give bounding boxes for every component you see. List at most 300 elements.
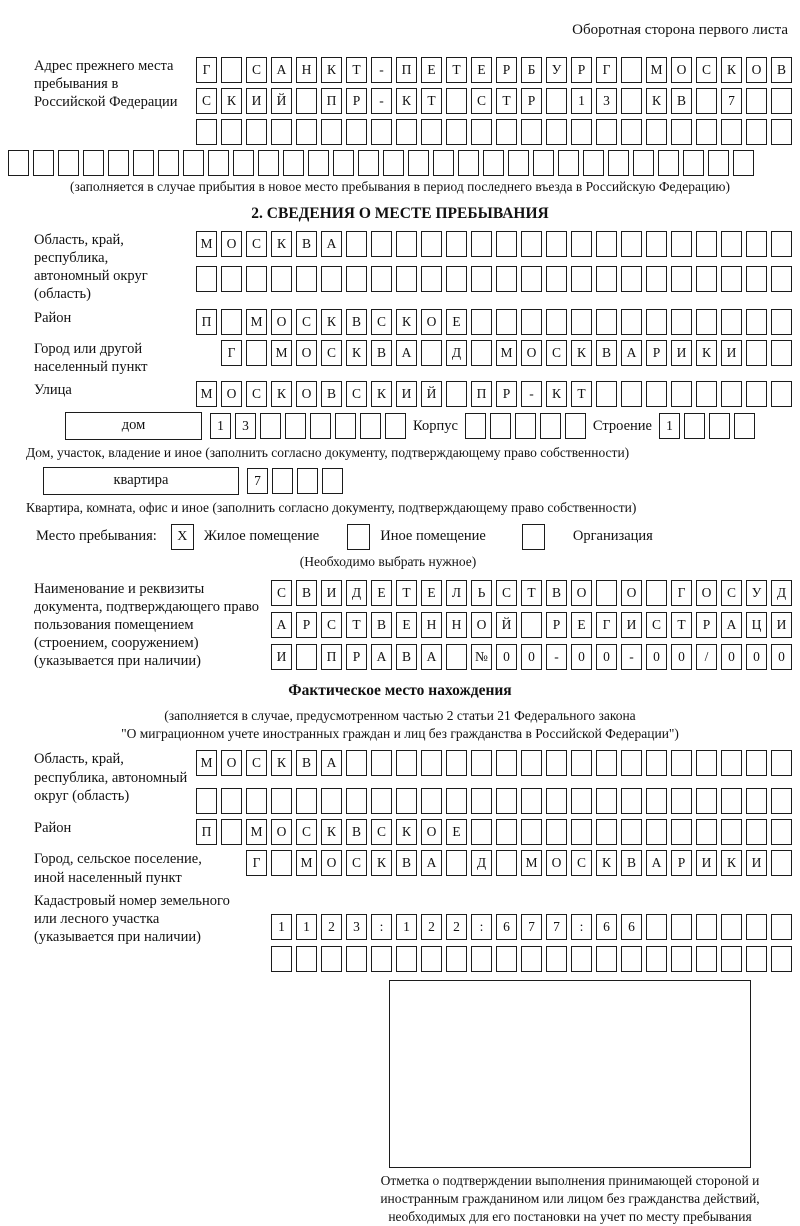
char-box[interactable]: К xyxy=(321,309,342,335)
char-box[interactable] xyxy=(321,788,342,814)
char-box[interactable]: М xyxy=(496,340,517,366)
char-box[interactable]: О xyxy=(296,340,317,366)
char-box[interactable]: В xyxy=(371,340,392,366)
char-box[interactable] xyxy=(646,788,667,814)
char-box[interactable]: А xyxy=(646,850,667,876)
char-box[interactable] xyxy=(496,266,517,292)
char-box[interactable] xyxy=(260,413,281,439)
char-box[interactable]: Т xyxy=(671,612,692,638)
char-box[interactable] xyxy=(721,819,742,845)
char-box[interactable]: О xyxy=(546,850,567,876)
char-box[interactable]: К xyxy=(371,381,392,407)
char-box[interactable]: : xyxy=(371,914,392,940)
char-box[interactable]: С xyxy=(371,309,392,335)
char-box[interactable]: В xyxy=(321,381,342,407)
char-box[interactable] xyxy=(696,819,717,845)
char-box[interactable] xyxy=(571,119,592,145)
char-box[interactable] xyxy=(671,266,692,292)
char-box[interactable] xyxy=(746,914,767,940)
char-box[interactable] xyxy=(571,266,592,292)
char-box[interactable] xyxy=(283,150,304,176)
char-box[interactable]: Г xyxy=(221,340,242,366)
char-box[interactable] xyxy=(646,914,667,940)
char-box[interactable] xyxy=(360,413,381,439)
char-box[interactable] xyxy=(421,266,442,292)
char-box[interactable]: В xyxy=(346,819,367,845)
char-box[interactable] xyxy=(496,819,517,845)
char-box[interactable]: В xyxy=(396,644,417,670)
char-box[interactable] xyxy=(108,150,129,176)
char-box[interactable]: И xyxy=(271,644,292,670)
char-box[interactable] xyxy=(496,309,517,335)
char-box[interactable] xyxy=(596,788,617,814)
char-box[interactable] xyxy=(446,850,467,876)
char-box[interactable]: С xyxy=(196,88,217,114)
char-box[interactable]: П xyxy=(196,309,217,335)
char-box[interactable]: К xyxy=(596,850,617,876)
char-box[interactable] xyxy=(571,231,592,257)
char-box[interactable] xyxy=(646,819,667,845)
char-box[interactable] xyxy=(596,580,617,606)
char-box[interactable]: С xyxy=(296,309,317,335)
char-box[interactable] xyxy=(433,150,454,176)
char-box[interactable]: Е xyxy=(471,57,492,83)
char-box[interactable]: О xyxy=(296,381,317,407)
char-box[interactable] xyxy=(558,150,579,176)
char-box[interactable] xyxy=(746,309,767,335)
char-box[interactable]: О xyxy=(271,819,292,845)
char-box[interactable] xyxy=(721,231,742,257)
char-box[interactable]: С xyxy=(246,750,267,776)
char-box[interactable]: М xyxy=(246,819,267,845)
char-box[interactable] xyxy=(521,819,542,845)
char-box[interactable] xyxy=(771,750,792,776)
char-box[interactable] xyxy=(671,119,692,145)
char-box[interactable]: Р xyxy=(496,57,517,83)
char-box[interactable] xyxy=(285,413,306,439)
char-box[interactable] xyxy=(446,266,467,292)
char-box[interactable] xyxy=(646,309,667,335)
char-box[interactable]: С xyxy=(571,850,592,876)
char-box[interactable]: Т xyxy=(421,88,442,114)
char-box[interactable]: С xyxy=(371,819,392,845)
char-box[interactable] xyxy=(396,266,417,292)
char-box[interactable] xyxy=(771,850,792,876)
char-box[interactable] xyxy=(446,381,467,407)
char-box[interactable]: О xyxy=(621,580,642,606)
char-box[interactable]: В xyxy=(296,231,317,257)
char-box[interactable] xyxy=(721,119,742,145)
char-box[interactable] xyxy=(296,119,317,145)
char-box[interactable]: И xyxy=(396,381,417,407)
char-box[interactable]: 1 xyxy=(659,413,680,439)
char-box[interactable]: С xyxy=(321,612,342,638)
char-box[interactable] xyxy=(746,119,767,145)
char-box[interactable]: М xyxy=(521,850,542,876)
char-box[interactable] xyxy=(546,788,567,814)
char-box[interactable]: 2 xyxy=(421,914,442,940)
char-box[interactable] xyxy=(633,150,654,176)
char-box[interactable] xyxy=(421,231,442,257)
char-box[interactable]: А xyxy=(321,231,342,257)
char-box[interactable]: О xyxy=(421,309,442,335)
char-box[interactable] xyxy=(471,819,492,845)
char-box[interactable]: М xyxy=(246,309,267,335)
char-box[interactable] xyxy=(396,946,417,972)
char-box[interactable]: 7 xyxy=(247,468,268,494)
char-box[interactable]: К xyxy=(721,57,742,83)
char-box[interactable]: Р xyxy=(346,88,367,114)
char-box[interactable] xyxy=(746,231,767,257)
char-box[interactable]: С xyxy=(346,850,367,876)
char-box[interactable]: 1 xyxy=(571,88,592,114)
char-box[interactable] xyxy=(696,231,717,257)
char-box[interactable] xyxy=(696,119,717,145)
char-box[interactable] xyxy=(621,788,642,814)
char-box[interactable] xyxy=(596,266,617,292)
char-box[interactable] xyxy=(696,266,717,292)
char-box[interactable] xyxy=(621,750,642,776)
char-box[interactable] xyxy=(521,788,542,814)
char-box[interactable] xyxy=(446,88,467,114)
char-box[interactable]: О xyxy=(746,57,767,83)
char-box[interactable] xyxy=(396,750,417,776)
char-box[interactable]: : xyxy=(571,914,592,940)
char-box[interactable] xyxy=(533,150,554,176)
char-box[interactable] xyxy=(683,150,704,176)
char-box[interactable] xyxy=(658,150,679,176)
char-box[interactable] xyxy=(746,788,767,814)
char-box[interactable] xyxy=(272,468,293,494)
char-box[interactable] xyxy=(465,413,486,439)
char-box[interactable] xyxy=(708,150,729,176)
char-box[interactable]: А xyxy=(721,612,742,638)
char-box[interactable] xyxy=(771,946,792,972)
char-box[interactable] xyxy=(371,231,392,257)
char-box[interactable]: 7 xyxy=(521,914,542,940)
char-box[interactable] xyxy=(258,150,279,176)
char-box[interactable] xyxy=(721,788,742,814)
char-box[interactable]: 0 xyxy=(596,644,617,670)
char-box[interactable] xyxy=(271,788,292,814)
char-box[interactable] xyxy=(446,644,467,670)
char-box[interactable] xyxy=(571,819,592,845)
char-box[interactable]: А xyxy=(321,750,342,776)
char-box[interactable]: К xyxy=(396,88,417,114)
char-box[interactable]: 0 xyxy=(521,644,542,670)
char-box[interactable] xyxy=(346,119,367,145)
char-box[interactable]: Н xyxy=(421,612,442,638)
char-box[interactable] xyxy=(709,413,730,439)
char-box[interactable]: К xyxy=(271,231,292,257)
char-box[interactable] xyxy=(571,788,592,814)
char-box[interactable]: О xyxy=(221,231,242,257)
char-box[interactable] xyxy=(246,119,267,145)
char-box[interactable] xyxy=(296,788,317,814)
char-box[interactable]: К xyxy=(271,381,292,407)
char-box[interactable] xyxy=(471,119,492,145)
char-box[interactable]: И xyxy=(771,612,792,638)
char-box[interactable] xyxy=(396,788,417,814)
char-box[interactable]: К xyxy=(371,850,392,876)
char-box[interactable] xyxy=(621,266,642,292)
char-box[interactable] xyxy=(396,119,417,145)
char-box[interactable] xyxy=(621,231,642,257)
char-box[interactable] xyxy=(371,119,392,145)
char-box[interactable] xyxy=(771,266,792,292)
char-box[interactable] xyxy=(296,88,317,114)
char-box[interactable] xyxy=(358,150,379,176)
char-box[interactable] xyxy=(671,914,692,940)
char-box[interactable]: В xyxy=(621,850,642,876)
char-box[interactable]: С xyxy=(321,340,342,366)
char-box[interactable]: О xyxy=(671,57,692,83)
char-box[interactable] xyxy=(721,309,742,335)
char-box[interactable] xyxy=(646,119,667,145)
char-box[interactable]: Д xyxy=(471,850,492,876)
char-box[interactable]: Й xyxy=(271,88,292,114)
char-box[interactable]: 0 xyxy=(771,644,792,670)
char-box[interactable] xyxy=(371,788,392,814)
char-box[interactable]: Н xyxy=(296,57,317,83)
char-box[interactable]: Р xyxy=(346,644,367,670)
char-box[interactable] xyxy=(346,750,367,776)
char-box[interactable]: 0 xyxy=(496,644,517,670)
char-box[interactable]: № xyxy=(471,644,492,670)
char-box[interactable]: Р xyxy=(521,88,542,114)
char-box[interactable]: - xyxy=(621,644,642,670)
char-box[interactable] xyxy=(746,819,767,845)
char-box[interactable]: Г xyxy=(246,850,267,876)
char-box[interactable] xyxy=(490,413,511,439)
char-box[interactable]: Т xyxy=(396,580,417,606)
char-box[interactable]: Е xyxy=(371,580,392,606)
char-box[interactable]: 1 xyxy=(396,914,417,940)
char-box[interactable] xyxy=(596,750,617,776)
char-box[interactable] xyxy=(771,819,792,845)
char-box[interactable]: А xyxy=(396,340,417,366)
char-box[interactable] xyxy=(296,644,317,670)
char-box[interactable] xyxy=(571,309,592,335)
char-box[interactable] xyxy=(421,788,442,814)
char-box[interactable] xyxy=(621,88,642,114)
char-box[interactable] xyxy=(621,381,642,407)
char-box[interactable] xyxy=(58,150,79,176)
char-box[interactable]: А xyxy=(421,644,442,670)
char-box[interactable] xyxy=(733,150,754,176)
char-box[interactable] xyxy=(346,788,367,814)
char-box[interactable] xyxy=(621,946,642,972)
char-box[interactable] xyxy=(671,750,692,776)
char-box[interactable]: В xyxy=(371,612,392,638)
char-box[interactable] xyxy=(696,914,717,940)
char-box[interactable] xyxy=(483,150,504,176)
char-box[interactable] xyxy=(671,231,692,257)
char-box[interactable] xyxy=(471,788,492,814)
char-box[interactable]: - xyxy=(371,57,392,83)
char-box[interactable]: И xyxy=(621,612,642,638)
char-box[interactable] xyxy=(458,150,479,176)
char-box[interactable] xyxy=(746,946,767,972)
char-box[interactable]: М xyxy=(271,340,292,366)
char-box[interactable] xyxy=(471,231,492,257)
char-box[interactable] xyxy=(346,231,367,257)
char-box[interactable]: С xyxy=(546,340,567,366)
char-box[interactable]: - xyxy=(371,88,392,114)
checkbox-inoe[interactable] xyxy=(347,524,370,550)
char-box[interactable] xyxy=(734,413,755,439)
char-box[interactable] xyxy=(310,413,331,439)
char-box[interactable] xyxy=(696,788,717,814)
char-box[interactable] xyxy=(646,750,667,776)
char-box[interactable] xyxy=(333,150,354,176)
char-box[interactable] xyxy=(322,468,343,494)
char-box[interactable]: Р xyxy=(546,612,567,638)
char-box[interactable]: К xyxy=(396,309,417,335)
char-box[interactable] xyxy=(546,88,567,114)
char-box[interactable]: Г xyxy=(596,57,617,83)
char-box[interactable] xyxy=(646,266,667,292)
char-box[interactable]: В xyxy=(296,750,317,776)
char-box[interactable]: К xyxy=(271,750,292,776)
char-box[interactable] xyxy=(546,819,567,845)
char-box[interactable] xyxy=(496,750,517,776)
char-box[interactable]: И xyxy=(746,850,767,876)
char-box[interactable] xyxy=(721,914,742,940)
char-box[interactable]: 2 xyxy=(446,914,467,940)
char-box[interactable] xyxy=(196,788,217,814)
char-box[interactable]: С xyxy=(246,381,267,407)
char-box[interactable]: Р xyxy=(671,850,692,876)
char-box[interactable] xyxy=(771,381,792,407)
char-box[interactable]: О xyxy=(521,340,542,366)
char-box[interactable] xyxy=(471,750,492,776)
char-box[interactable] xyxy=(521,612,542,638)
char-box[interactable]: Т xyxy=(346,57,367,83)
char-box[interactable]: А xyxy=(621,340,642,366)
char-box[interactable]: - xyxy=(546,644,567,670)
char-box[interactable]: И xyxy=(246,88,267,114)
char-box[interactable]: Т xyxy=(446,57,467,83)
char-box[interactable] xyxy=(508,150,529,176)
char-box[interactable]: 7 xyxy=(546,914,567,940)
char-box[interactable]: И xyxy=(321,580,342,606)
char-box[interactable]: Н xyxy=(446,612,467,638)
char-box[interactable]: 0 xyxy=(646,644,667,670)
char-box[interactable]: 1 xyxy=(296,914,317,940)
char-box[interactable]: К xyxy=(346,340,367,366)
char-box[interactable] xyxy=(721,946,742,972)
char-box[interactable] xyxy=(271,266,292,292)
char-box[interactable]: М xyxy=(196,231,217,257)
char-box[interactable]: О xyxy=(221,750,242,776)
char-box[interactable] xyxy=(746,340,767,366)
char-box[interactable] xyxy=(133,150,154,176)
char-box[interactable] xyxy=(421,946,442,972)
char-box[interactable] xyxy=(221,119,242,145)
char-box[interactable]: 3 xyxy=(596,88,617,114)
char-box[interactable]: 0 xyxy=(571,644,592,670)
char-box[interactable] xyxy=(496,231,517,257)
char-box[interactable]: В xyxy=(671,88,692,114)
char-box[interactable] xyxy=(471,266,492,292)
char-box[interactable] xyxy=(296,266,317,292)
char-box[interactable] xyxy=(721,381,742,407)
char-box[interactable] xyxy=(521,119,542,145)
char-box[interactable]: Л xyxy=(446,580,467,606)
char-box[interactable]: Т xyxy=(346,612,367,638)
char-box[interactable]: В xyxy=(546,580,567,606)
char-box[interactable]: И xyxy=(696,850,717,876)
char-box[interactable] xyxy=(521,266,542,292)
char-box[interactable] xyxy=(496,850,517,876)
char-box[interactable]: К xyxy=(396,819,417,845)
char-box[interactable]: А xyxy=(271,612,292,638)
char-box[interactable] xyxy=(596,381,617,407)
char-box[interactable]: М xyxy=(296,850,317,876)
char-box[interactable]: С xyxy=(471,88,492,114)
char-box[interactable]: У xyxy=(546,57,567,83)
char-box[interactable] xyxy=(596,119,617,145)
char-box[interactable]: С xyxy=(296,819,317,845)
char-box[interactable]: Й xyxy=(421,381,442,407)
char-box[interactable] xyxy=(521,309,542,335)
char-box[interactable]: В xyxy=(296,580,317,606)
char-box[interactable]: О xyxy=(421,819,442,845)
char-box[interactable] xyxy=(446,946,467,972)
char-box[interactable] xyxy=(571,750,592,776)
char-box[interactable] xyxy=(521,946,542,972)
char-box[interactable]: Е xyxy=(421,57,442,83)
char-box[interactable] xyxy=(646,231,667,257)
char-box[interactable] xyxy=(446,231,467,257)
char-box[interactable] xyxy=(271,946,292,972)
char-box[interactable] xyxy=(621,819,642,845)
char-box[interactable]: О xyxy=(696,580,717,606)
char-box[interactable]: Ц xyxy=(746,612,767,638)
char-box[interactable] xyxy=(496,119,517,145)
char-box[interactable]: И xyxy=(671,340,692,366)
char-box[interactable]: С xyxy=(646,612,667,638)
char-box[interactable]: 0 xyxy=(721,644,742,670)
checkbox-zhiloe[interactable]: X xyxy=(171,524,194,550)
char-box[interactable] xyxy=(421,750,442,776)
char-box[interactable]: К xyxy=(721,850,742,876)
char-box[interactable] xyxy=(196,266,217,292)
char-box[interactable] xyxy=(671,381,692,407)
char-box[interactable]: Е xyxy=(446,309,467,335)
char-box[interactable] xyxy=(596,231,617,257)
char-box[interactable] xyxy=(446,119,467,145)
char-box[interactable] xyxy=(496,788,517,814)
char-box[interactable] xyxy=(321,266,342,292)
char-box[interactable] xyxy=(696,88,717,114)
char-box[interactable] xyxy=(221,309,242,335)
char-box[interactable]: Е xyxy=(571,612,592,638)
char-box[interactable]: Т xyxy=(571,381,592,407)
char-box[interactable] xyxy=(746,266,767,292)
char-box[interactable] xyxy=(421,119,442,145)
char-box[interactable]: Ь xyxy=(471,580,492,606)
char-box[interactable] xyxy=(515,413,536,439)
char-box[interactable]: М xyxy=(646,57,667,83)
char-box[interactable]: С xyxy=(271,580,292,606)
char-box[interactable] xyxy=(546,266,567,292)
char-box[interactable] xyxy=(208,150,229,176)
char-box[interactable] xyxy=(646,946,667,972)
char-box[interactable] xyxy=(321,119,342,145)
char-box[interactable] xyxy=(546,309,567,335)
